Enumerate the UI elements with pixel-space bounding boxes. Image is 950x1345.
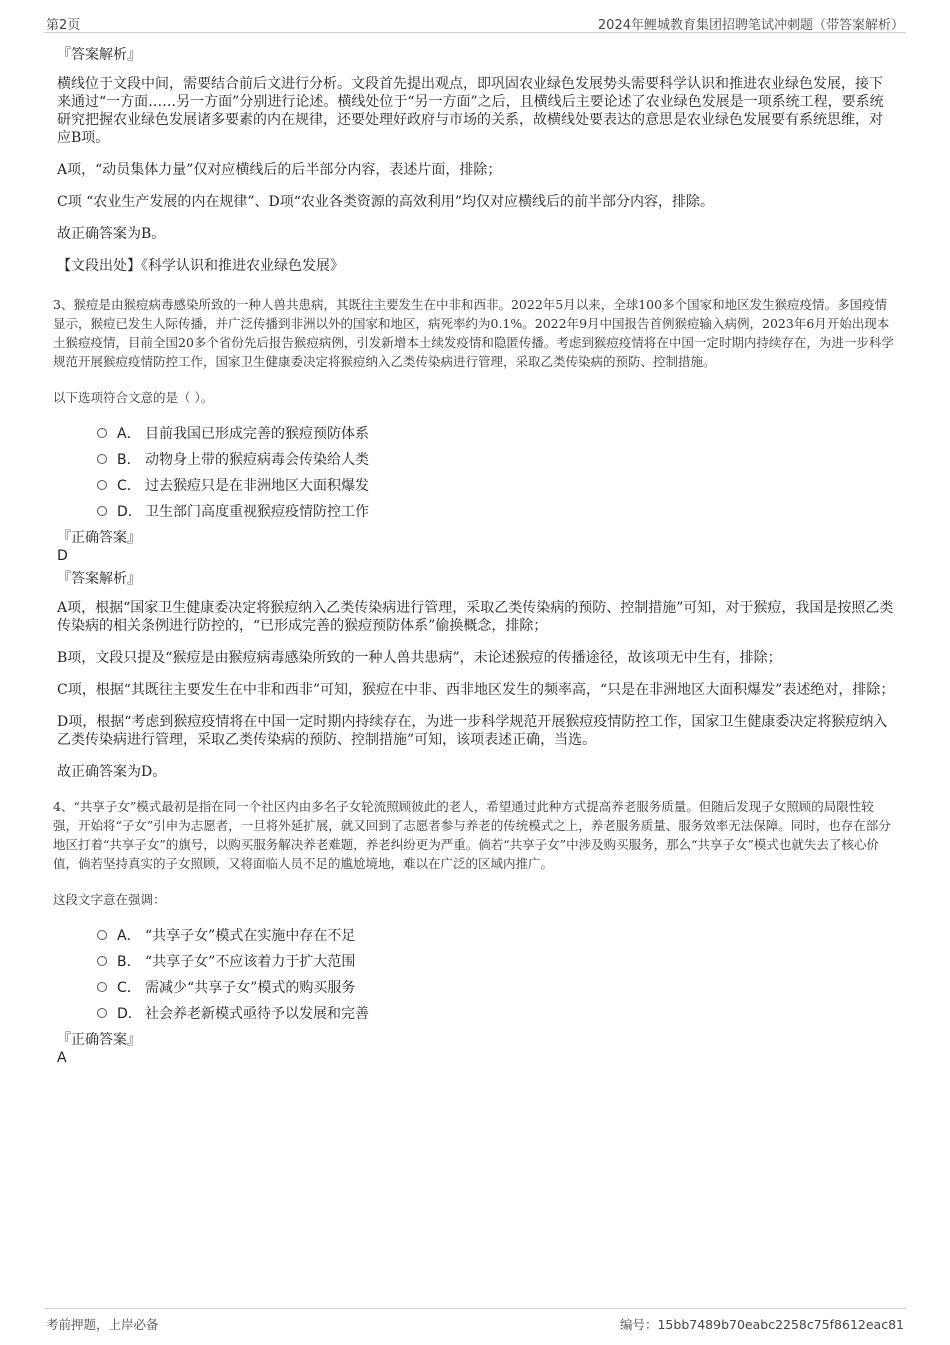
analysis-paragraph: C项 “农业生产发展的内在规律”、D项“农业各类资源的高效利用”均仅对应横线后的前半部分内容，排除。 [57, 194, 715, 210]
analysis-tag: 『答案解析』 [57, 571, 141, 587]
analysis-paragraph: C项，根据“其既往主要发生在中非和西非”可知，猴痘在中非、西非地区发生的频率高，“只是在非洲地区大面积爆发”表述绝对，排除； [57, 682, 895, 698]
option-d[interactable]: D． 卫生部门高度重视猴痘疫情防控工作 [97, 499, 895, 525]
analysis-conclusion: 故正确答案为D。 [57, 764, 167, 780]
analysis-tag: 『答案解析』 [57, 47, 141, 63]
option-a[interactable]: A． “共享子女”模式在实施中存在不足 [97, 923, 895, 949]
options-list [97, 421, 895, 525]
radio-icon[interactable] [97, 956, 107, 966]
analysis-paragraph: D项，根据“考虑到猴痘疫情将在中国一定时期内持续存在，为进一步科学规范开展猴痘疫情防控工作，国家卫生健康委决定将猴痘纳入乙类传染病进行管理，采取乙类传染病的预防、控制措施”可知，该项表述正确，当选。 [57, 714, 888, 748]
document-title: 2024年鲤城教育集团招聘笔试冲刺题（带答案解析） [597, 18, 904, 33]
radio-icon[interactable] [97, 506, 107, 516]
analysis-paragraph: B项，文段只提及“猴痘是由猴痘病毒感染所致的一种人兽共患病”，未论述猴痘的传播途径，故该项无中生有，排除； [57, 650, 782, 666]
correct-answer-tag: 『正确答案』 [57, 530, 141, 546]
option-d[interactable]: D． 社会养老新模式亟待予以发展和完善 [97, 1001, 895, 1027]
analysis-conclusion: 故正确答案为B。 [57, 226, 166, 242]
footer-slogan: 考前押题，上岸必备 [46, 1317, 159, 1332]
correct-answer-tag: 『正确答案』 [57, 1032, 141, 1048]
option-b[interactable]: B． “共享子女”不应该着力于扩大范围 [97, 949, 895, 975]
options-list [97, 923, 895, 1027]
option-c[interactable]: C． 过去猴痘只是在非洲地区大面积爆发 [97, 473, 895, 499]
source-citation: 【文段出处】《科学认识和推进农业绿色发展》 [57, 258, 344, 274]
page-number: 第2页 [46, 18, 81, 33]
correct-answer: D [57, 548, 68, 564]
page-content [53, 45, 895, 1071]
question-prompt: 以下选项符合文意的是（ ）。 [53, 390, 214, 405]
analysis-paragraph: A项，根据“国家卫生健康委决定将猴痘纳入乙类传染病进行管理，采取乙类传染病的预防、控制措施”可知，对于猴痘，我国是按照乙类传染病的相关条例进行防控的，“已形成完善的猴痘预防体系”偷换概念，排除； [57, 600, 894, 634]
analysis-paragraph: A项，“动员集体力量”仅对应横线后的后半部分内容，表述片面，排除； [57, 162, 502, 178]
document-id: 编号：15bb7489b70eabc2258c75f8612eac81 [619, 1317, 904, 1332]
radio-icon[interactable] [97, 1008, 107, 1018]
radio-icon[interactable] [97, 480, 107, 490]
option-c[interactable]: C． 需减少“共享子女”模式的购买服务 [97, 975, 895, 1001]
radio-icon[interactable] [97, 428, 107, 438]
question-text: 3、猴痘是由猴痘病毒感染所致的一种人兽共患病，其既往主要发生在中非和西非。2022年5月以来，全球100多个国家和地区发生猴痘疫情。多国疫情显示，猴痘已发生人际传播，并广泛传播到非洲以外的国家和地区，病死率约为0.1%。2022年9月中国报告首例猴痘输入病例，2023年6月开始出现本土猴痘疫情，目前全国20多个省份先后报告猴痘病例，引发新增本土续发疫情和隐匿传播。考虑到猴痘疫情将在中国一定时期内持续存在，为进一步科学规范开展猴痘疫情防控工作，国家卫生健康委决定将猴痘纳入乙类传染病进行管理，采取乙类传染病的预防、控制措施。 [53, 297, 894, 369]
analysis-paragraph: 横线位于文段中间，需要结合前后文进行分析。文段首先提出观点，即巩固农业绿色发展势头需要科学认识和推进农业绿色发展，接下来通过“一方面……另一方面”分别进行论述。横线处位于“另一方面”之后，且横线后主要论述了农业绿色发展是一项系统工程，要系统研究把握农业绿色发展诸多要素的内在规律，还要处理好政府与市场的关系，故横线处要表达的意思是农业绿色发展要有系统思维，对应B项。 [57, 76, 884, 146]
radio-icon[interactable] [97, 982, 107, 992]
radio-icon[interactable] [97, 454, 107, 464]
question-prompt: 这段文字意在强调： [53, 892, 166, 907]
page-footer [44, 1308, 906, 1333]
question-text: 4、“共享子女”模式最初是指在同一个社区内由多名子女轮流照顾彼此的老人，希望通过此种方式提高养老服务质量。但随后发现子女照顾的局限性较强，开始将“子女”引申为志愿者，一旦将外延扩展，就又回到了志愿者参与养老的传统模式之上，养老服务质量、服务效率无法保障。同时，也存在部分地区打着“共享子女”的旗号，以购买服务解决养老难题，养老纠纷更为严重。倘若“共享子女”中涉及购买服务，那么“共享子女”模式也就失去了核心价值，倘若坚持真实的子女照顾，又将面临人员不足的尴尬境地，难以在广泛的区域内推广。 [53, 799, 891, 871]
option-a[interactable]: A． 目前我国已形成完善的猴痘预防体系 [97, 421, 895, 447]
correct-answer: A [57, 1050, 67, 1066]
option-b[interactable]: B． 动物身上带的猴痘病毒会传染给人类 [97, 447, 895, 473]
page-header [44, 12, 906, 33]
radio-icon[interactable] [97, 930, 107, 940]
